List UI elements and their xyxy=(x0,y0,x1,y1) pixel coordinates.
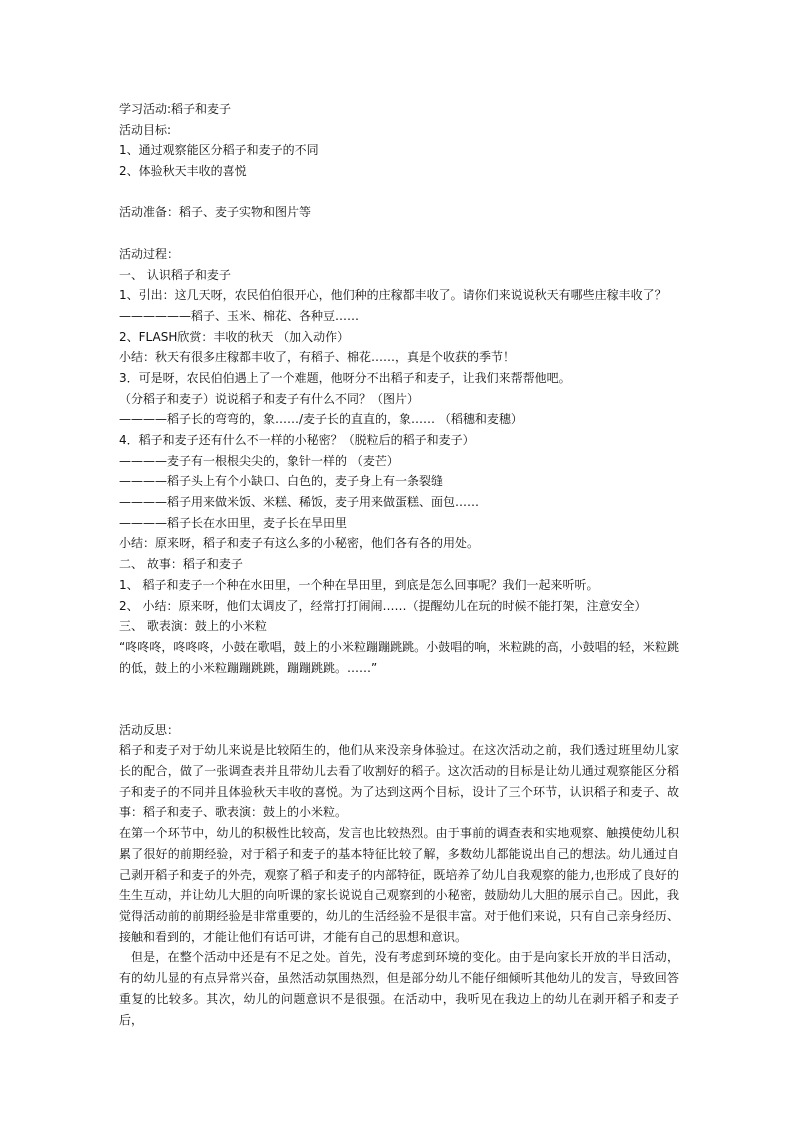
process-line: ————稻子头上有个小缺口、白色的，麦子身上有一条裂缝 xyxy=(119,474,444,489)
spacer xyxy=(119,223,679,244)
process-line: 2、FLASH欣赏：丰收的秋天 （加入动作） xyxy=(119,329,350,344)
doc-title: 学习活动:稻子和麦子 xyxy=(119,102,232,116)
process-line: 二、 故事：稻子和麦子 xyxy=(119,557,243,572)
process-line: 小结：秋天有很多庄稼都丰收了，有稻子、棉花……，真是个收获的季节！ xyxy=(119,350,516,365)
process-line: 1、 稻子和麦子一个种在水田里，一个种在旱田里，到底是怎么回事呢？我们一起来听听。 xyxy=(119,577,599,592)
process-line: 3．可是呀，农民伯伯遇上了一个难题，他呀分不出稻子和麦子，让我们来帮帮他吧。 xyxy=(119,370,571,385)
spacer xyxy=(119,182,679,203)
process-line: ——————稻子、玉米、棉花、各种豆…… xyxy=(119,308,360,323)
spacer xyxy=(119,678,679,719)
process-line: ————稻子长在水田里，麦子长在旱田里 xyxy=(119,515,348,530)
goal-item: 1、通过观察能区分稻子和麦子的不同 xyxy=(119,143,319,158)
process-line: 4．稻子和麦子还有什么不一样的小秘密？（脱粒后的稻子和麦子） xyxy=(119,433,475,447)
process-line: ————稻子长的弯弯的，象……/麦子长的直直的，象…… （稻穗和麦穗） xyxy=(119,412,523,427)
document-page xyxy=(119,99,679,1030)
prep-line: 活动准备：稻子、麦子实物和图片等 xyxy=(119,205,312,220)
process-heading: 活动过程： xyxy=(119,246,180,261)
reflection-paragraph: 但是，在整个活动中还是有不足之处。首先，没有考虑到环境的变化。由于是向家长开放的半日活动，有的幼儿显的有点异常兴奋，虽然活动氛围热烈，但是部分幼儿不能仔细倾听其他幼儿的发言，导致回答重复的比较多。其次，幼儿的问题意识不是很强。在活动中，我听见在我边上的幼儿在剥开稻子和麦子后， xyxy=(119,950,679,1027)
reflection-heading: 活动反思： xyxy=(119,722,180,737)
goals-heading: 活动目标: xyxy=(119,122,172,137)
process-line: 小结：原来呀，稻子和麦子有这么多的小秘密，他们各有各的用处。 xyxy=(119,536,480,551)
process-line: ————稻子用来做米饭、米糕、稀饭，麦子用来做蛋糕、面包…… xyxy=(119,495,480,510)
song-lyrics: “咚咚咚，咚咚咚，小鼓在歌唱，鼓上的小米粒蹦蹦跳跳。小鼓唱的响，米粒跳的高，小鼓唱的轻，米粒跳的低，鼓上的小米粒蹦蹦跳跳，蹦蹦跳跳。……” xyxy=(119,639,679,675)
process-line: 2、 小结：原来呀，他们太调皮了，经常打打闹闹……（提醒幼儿在玩的时候不能打架，注意安全） xyxy=(119,598,647,613)
process-line: ————麦子有一根根尖尖的，象针一样的 （麦芒） xyxy=(119,453,399,468)
process-line: 1、引出：这几天呀，农民伯伯很开心，他们种的庄稼都丰收了。请你们来说说秋天有哪些庄稼丰收了？ xyxy=(119,288,667,303)
process-line: 一、 认识稻子和麦子 xyxy=(119,267,231,282)
reflection-paragraph: 在第一个环节中，幼儿的积极性比较高，发言也比较热烈。由于事前的调查表和实地观察、触摸使幼儿积累了很好的前期经验，对于稻子和麦子的基本特征比较了解，多数幼儿都能说出自己的想法。幼儿通过自己剥开稻子和麦子的外壳，观察了稻子和麦子的内部特征，既培养了幼儿自我观察的能力,也形成了良好的生生互动，并让幼儿大胆的向听课的家长说说自己观察到的小秘密，鼓励幼儿大胆的展示自己。因此，我觉得活动前的前期经验是非常重要的，幼儿的生活经验不是很丰富。对于他们来说，只有自己亲身经历、接触和看到的，才能让他们有话可讲，才能有自己的思想和意识。 xyxy=(119,826,679,944)
process-line: 三、 歌表演：鼓上的小米粒 xyxy=(119,619,267,634)
reflection-paragraph: 稻子和麦子对于幼儿来说是比较陌生的，他们从来没亲身体验过。在这次活动之前，我们透过班里幼儿家长的配合，做了一张调查表并且带幼儿去看了收割好的稻子。这次活动的目标是让幼儿通过观察能区分稻子和麦子的不同并且体验秋天丰收的喜悦。为了达到这两个目标，设计了三个环节，认识稻子和麦子、故事：稻子和麦子、歌表演：鼓上的小米粒。 xyxy=(119,743,679,820)
goal-item: 2、体验秋天丰收的喜悦 xyxy=(119,164,247,179)
process-line: （分稻子和麦子）说说稻子和麦子有什么不同？（图片） xyxy=(119,391,420,406)
